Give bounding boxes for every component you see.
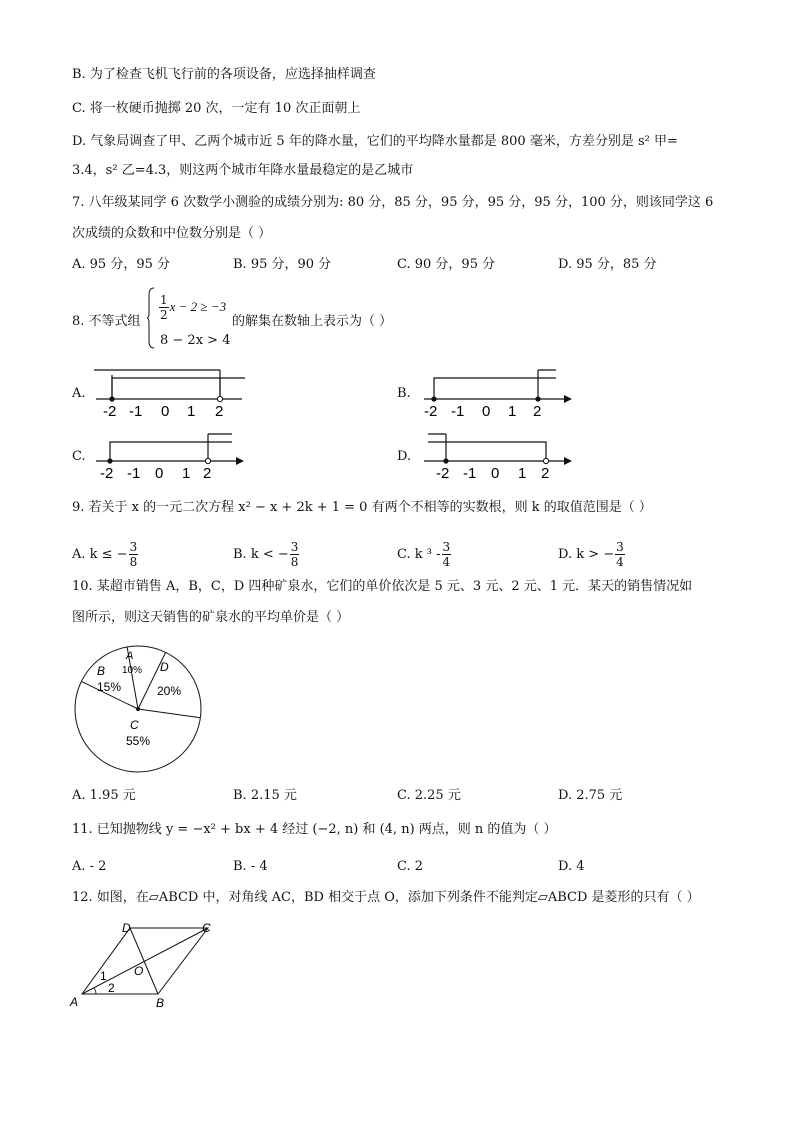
q8-inequality-2: 8 − 2x > 4 xyxy=(160,333,231,348)
q10-option-d: D. 2.75 元 xyxy=(558,788,623,803)
q8-label-a: A. xyxy=(72,386,86,401)
pie-label-d: D xyxy=(160,660,169,674)
q9-option-a: A. k ≤ − $\frac{3}{8}$ xyxy=(72,540,138,569)
svg-text:2: 2 xyxy=(203,465,212,482)
pie-pct-d: 20% xyxy=(157,684,182,698)
q7-option-a: A. 95 分，95 分 xyxy=(72,257,171,272)
q7-option-b: B. 95 分，90 分 xyxy=(233,257,332,272)
q10-stem-line1: 10. 某超市销售 A，B，C，D 四种矿泉水，它们的单价依次是 5 元、3 元、2 元、1 元．某天的销售情况如 xyxy=(72,579,693,594)
q7-stem-line2: 次成绩的众数和中位数分别是（ ） xyxy=(72,226,272,241)
q6-option-b: B. 为了检查飞机飞行前的各项设备，应选择抽样调查 xyxy=(72,67,376,82)
q8-stem-prefix: 8. 不等式组 xyxy=(72,314,141,329)
svg-text:-2: -2 xyxy=(436,465,450,482)
svg-text:1: 1 xyxy=(187,403,196,418)
q8-label-c: C. xyxy=(72,449,86,464)
pie-center-dot xyxy=(136,707,140,711)
pie-label-a: A xyxy=(126,650,134,662)
q8-numberline-a xyxy=(90,366,250,418)
q10-pie-chart xyxy=(72,643,208,779)
point-a-label: A xyxy=(70,995,79,1009)
svg-text:0: 0 xyxy=(482,403,491,418)
svg-text:-1: -1 xyxy=(451,403,465,418)
q10-option-b: B. 2.15 元 xyxy=(233,788,297,803)
q6-option-c: C. 将一枚硬币抛掷 20 次，一定有 10 次正面朝上 xyxy=(72,101,361,116)
q8-fraction-half: $\frac{1}{2}$ xyxy=(160,293,168,322)
point-b-label: B xyxy=(156,996,165,1010)
svg-text:2: 2 xyxy=(533,403,542,418)
q11-option-b: B. - 4 xyxy=(233,859,268,874)
q7-option-d: D. 95 分，85 分 xyxy=(558,257,657,272)
q9-stem: 9. 若关于 x 的一元二次方程 x² − x + 2k + 1 = 0 有两个不相等的实数根，则 k 的取值范围是（ ） xyxy=(72,500,652,515)
svg-text:2: 2 xyxy=(541,465,550,482)
angle-2-label: 2 xyxy=(108,981,115,995)
point-d-label: D xyxy=(122,921,131,935)
q8-label-b: B. xyxy=(397,386,411,401)
q10-option-a: A. 1.95 元 xyxy=(72,788,136,803)
svg-text:0: 0 xyxy=(161,403,170,418)
svg-text:1: 1 xyxy=(182,465,191,482)
q12-parallelogram-figure xyxy=(66,918,226,1012)
svg-text:-2: -2 xyxy=(103,403,117,418)
svg-text:2: 2 xyxy=(215,403,224,418)
point-o-label: O xyxy=(134,964,144,978)
svg-text:-2: -2 xyxy=(424,403,438,418)
q7-stem-line1: 7. 八年级某同学 6 次数学小测验的成绩分别为: 80 分，85 分，95 分，95 分，95 分，100 分，则该同学这 6 xyxy=(72,195,714,210)
q9-option-d: D. k > − $\frac{3}{4}$ xyxy=(558,540,624,569)
q8-inequality-1: $\frac{1}{2}$ x − 2 ≥ −3 xyxy=(160,293,227,322)
q8-numberline-b xyxy=(418,366,578,418)
q12-stem: 12. 如图，在▱ABCD 中，对角线 AC，BD 相交于点 O，添加下列条件不能判定▱ABCD 是菱形的只有（ ） xyxy=(72,890,700,905)
q8-brace xyxy=(147,287,155,349)
svg-text:-1: -1 xyxy=(129,403,143,418)
svg-text:1: 1 xyxy=(518,465,527,482)
pie-pct-b: 15% xyxy=(97,680,122,694)
pie-label-c: C xyxy=(130,718,139,732)
svg-text:0: 0 xyxy=(491,465,500,482)
q8-numberline-d xyxy=(418,430,578,482)
svg-text:-1: -1 xyxy=(463,465,477,482)
angle-1-label: 1 xyxy=(100,969,107,983)
q11-option-d: D. 4 xyxy=(558,859,585,874)
q8-stem-suffix: 的解集在数轴上表示为（ ） xyxy=(232,314,393,329)
q11-stem: 11. 已知抛物线 y = −x² + bx + 4 经过 (−2, n) 和 (4, n) 两点，则 n 的值为（ ） xyxy=(72,822,557,837)
q11-option-a: A. - 2 xyxy=(72,859,107,874)
point-c-label: C xyxy=(202,921,211,935)
q7-option-c: C. 90 分，95 分 xyxy=(397,257,496,272)
pie-pct-c: 55% xyxy=(126,734,151,748)
svg-text:1: 1 xyxy=(508,403,517,418)
q6-option-d-line2: 3.4，s² 乙=4.3，则这两个城市年降水量最稳定的是乙城市 xyxy=(72,163,414,178)
q8-numberline-c xyxy=(90,430,250,482)
svg-text:-2: -2 xyxy=(100,465,114,482)
svg-text:0: 0 xyxy=(155,465,164,482)
q8-label-d: D. xyxy=(397,449,412,464)
q11-option-c: C. 2 xyxy=(397,859,424,874)
pie-label-b: B xyxy=(97,664,106,678)
q6-option-d-line1: D. 气象局调查了甲、乙两个城市近 5 年的降水量，它们的平均降水量都是 800 毫米，方差分别是 s² 甲= xyxy=(72,134,678,149)
q9-option-b: B. k < − $\frac{3}{8}$ xyxy=(233,540,299,569)
q10-stem-line2: 图所示，则这天销售的矿泉水的平均单价是（ ） xyxy=(72,610,350,625)
pie-pct-a: 10% xyxy=(122,665,143,676)
svg-text:-1: -1 xyxy=(127,465,141,482)
q9-option-c: C. k ³ - $\frac{3}{4}$ xyxy=(397,540,451,569)
q10-option-c: C. 2.25 元 xyxy=(397,788,461,803)
